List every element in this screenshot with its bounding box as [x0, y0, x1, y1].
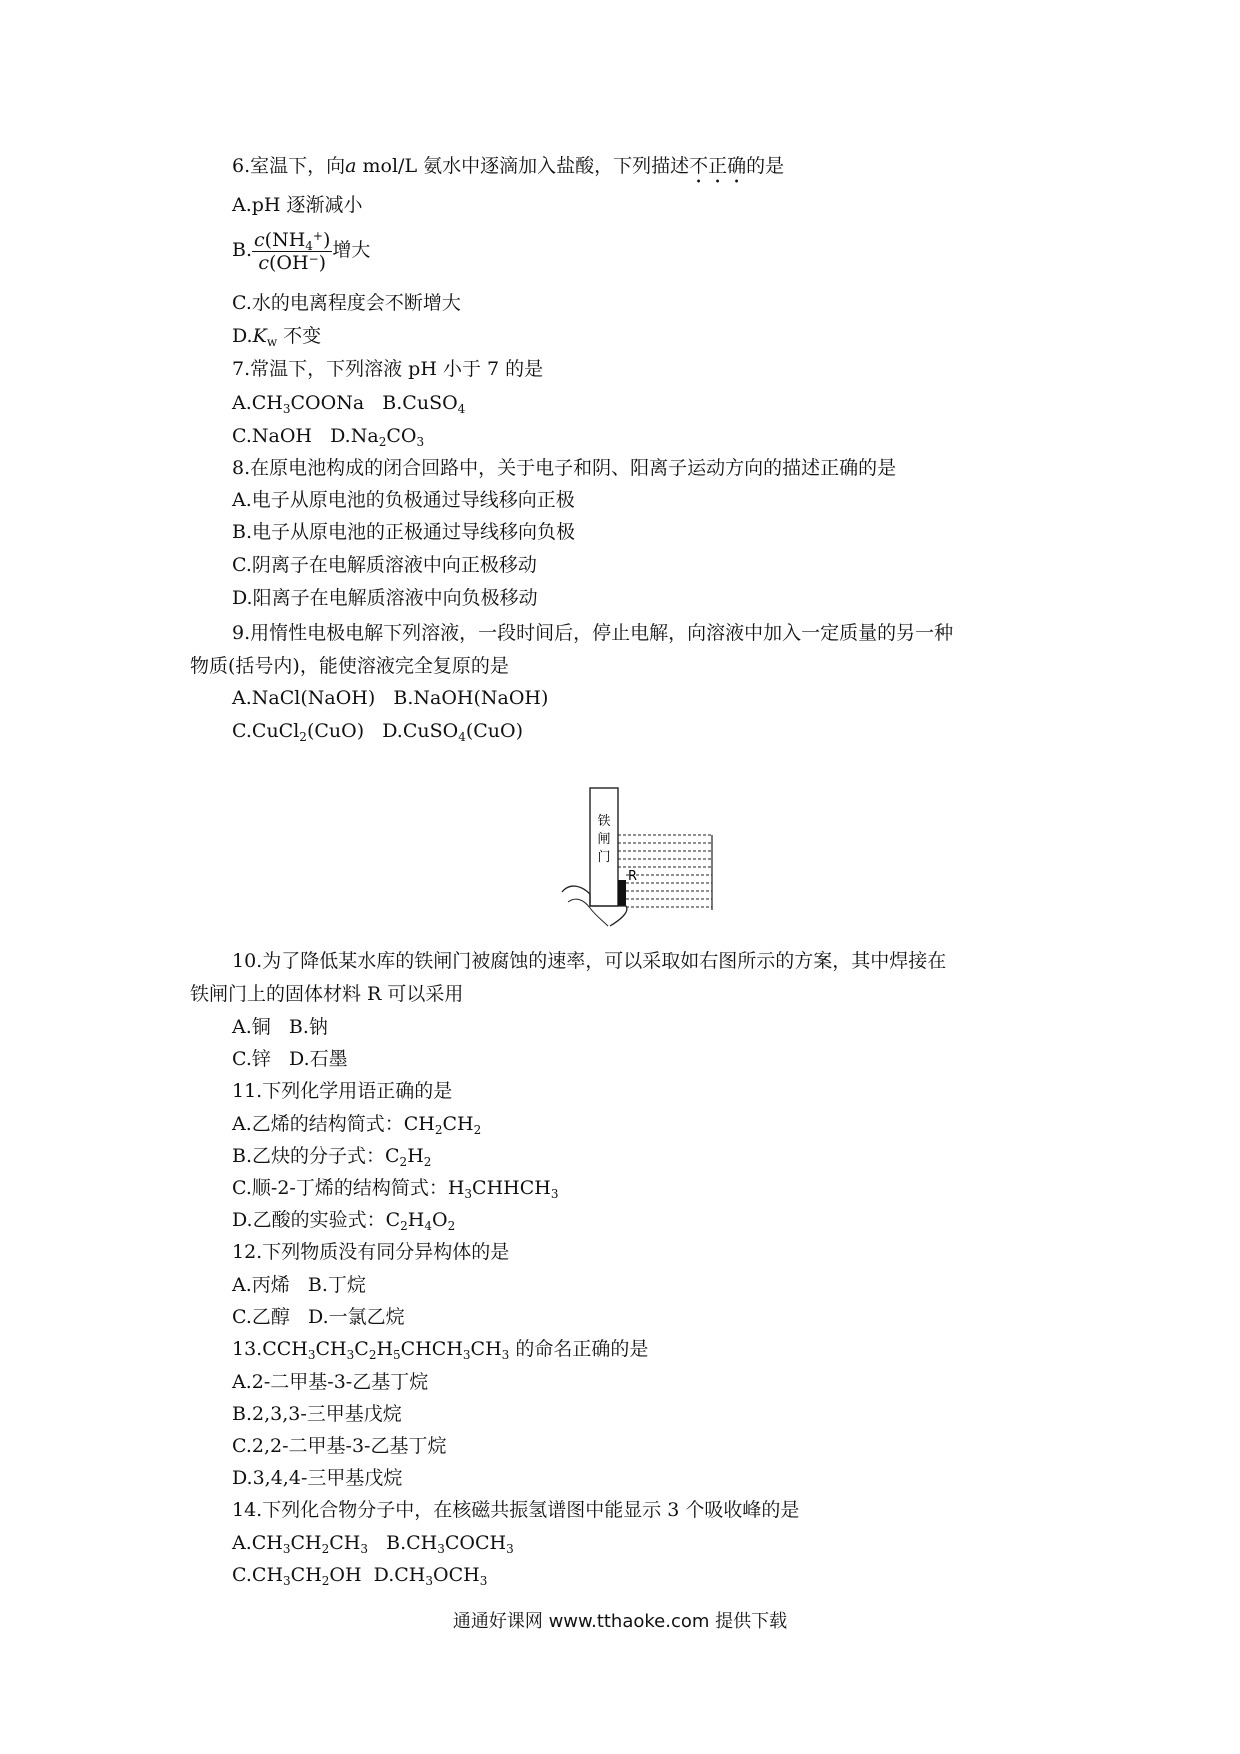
q11-option-a: [232, 1111, 481, 1137]
q10-option-d: D.石墨: [289, 1048, 348, 1070]
q13-p7: 的命名正确的是: [509, 1338, 649, 1360]
q9-c-sub: 2: [299, 730, 307, 744]
q6-b-fraction: [252, 229, 332, 274]
q12-options-cd: [232, 1304, 405, 1330]
q9-c-pre: C.CuCl: [232, 720, 300, 742]
q14-d-s2: 3: [479, 1574, 488, 1588]
q12-option-a: A.丙烯: [232, 1274, 290, 1296]
q6-option-b: [232, 228, 370, 274]
q14-b-p2: COCH: [444, 1532, 507, 1554]
q9-stem-line2: 物质(括号内)，能使溶液完全复原的是: [190, 655, 509, 677]
q14-c-s1: 3: [283, 1574, 291, 1588]
q7-d-pre: D.Na: [330, 425, 379, 447]
q13-stem: [232, 1336, 648, 1362]
q6-b-prefix: B.: [232, 239, 253, 261]
q9-d-sub: 4: [458, 730, 466, 744]
q6-b-num-ion: (NH: [264, 228, 306, 251]
q6-d-sub: w: [266, 335, 278, 349]
iron-gate-diagram: [560, 780, 720, 930]
q6-b-num-sup: +: [312, 228, 323, 243]
q9-stem-line1: 9.用惰性电极电解下列溶液，一段时间后，停止电解，向溶液中加入一定质量的另一种: [232, 622, 954, 644]
gate-label-2: 闸: [597, 832, 611, 847]
q9-c-post: (CuO): [306, 720, 365, 742]
q14-options-cd: [232, 1562, 487, 1588]
q6-b-num-c: c: [254, 228, 265, 251]
q6-b-num-close: ): [322, 228, 331, 251]
q14-c-p2: CH: [290, 1564, 322, 1586]
q13-s2: 3: [346, 1348, 355, 1362]
q6-b-num-sub: 4: [305, 238, 313, 253]
q11-a-mid: CH: [442, 1113, 474, 1135]
q6-stem-post: 的是: [746, 155, 785, 177]
q14-b-s2: 3: [506, 1542, 514, 1556]
page-footer: 通通好课网 www.tthaoke.com 提供下载: [452, 1611, 788, 1632]
q11-stem: 11.下列化学用语正确的是: [232, 1080, 453, 1102]
q9-d-pre: D.CuSO: [382, 720, 459, 742]
q14-options-ab: [232, 1530, 514, 1556]
q13-option-b: B.2,3,3-三甲基戊烷: [232, 1403, 402, 1425]
q13-p3: C: [354, 1338, 369, 1360]
q6-d-k: K: [252, 325, 267, 347]
q14-a-p1: A.CH: [232, 1532, 283, 1554]
q9-option-b: B.NaOH(NaOH): [393, 687, 549, 709]
q11-a-s2: 2: [473, 1123, 482, 1137]
q14-option-d: [374, 1564, 488, 1586]
q11-b-s1: 2: [399, 1155, 408, 1169]
q11-b-mid: H: [407, 1145, 424, 1167]
iron-gate-figure: [560, 780, 720, 934]
q11-b-pre: B.乙炔的分子式：C: [232, 1145, 400, 1167]
q7-d-mid: CO: [386, 425, 417, 447]
q6-d-prefix: D.: [232, 325, 253, 347]
q14-c-p3: OH: [329, 1564, 362, 1586]
q14-a-s2: 2: [321, 1542, 330, 1556]
q6-stem-emphasis: 不正确: [689, 155, 747, 177]
q10-option-b: B.钠: [288, 1016, 328, 1038]
block-r: [618, 880, 626, 906]
q9-d-post: (CuO): [465, 720, 524, 742]
q14-option-b: [386, 1532, 514, 1554]
q8-option-a: A.电子从原电池的负极通过导线移向正极: [232, 489, 575, 511]
q6-b-den-sup: −: [308, 251, 319, 266]
q14-d-s1: 3: [425, 1574, 433, 1588]
q14-stem: 14.下列化合物分子中，在核磁共振氢谱图中能显示 3 个吸收峰的是: [232, 1499, 800, 1521]
q10-options-cd: [232, 1046, 348, 1072]
q13-option-c: C.2,2-二甲基-3-乙基丁烷: [232, 1435, 447, 1457]
q7-option-c: C.NaOH: [232, 425, 312, 447]
q13-p4: H: [376, 1338, 394, 1360]
q14-option-c: [232, 1564, 362, 1586]
q14-b-s1: 3: [437, 1542, 445, 1556]
q14-option-a: [232, 1532, 368, 1554]
q12-option-b: B.丁烷: [307, 1274, 366, 1296]
q9-options-ab: [232, 685, 548, 711]
q13-p5: CHCH: [400, 1338, 463, 1360]
q6-b-suffix: 增大: [332, 239, 371, 261]
q6-stem-pre: 6.室温下，向: [232, 155, 346, 177]
q7-a-sub: 3: [282, 402, 291, 416]
q13-s4: 5: [393, 1348, 401, 1362]
q10-stem-line1: 10.为了降低某水库的铁闸门被腐蚀的速率，可以采取如右图所示的方案，其中焊接在: [232, 950, 947, 972]
q7-stem: 7.常温下，下列溶液 pH 小于 7 的是: [232, 358, 544, 380]
q13-p6: CH: [470, 1338, 502, 1360]
q7-b-sub: 4: [457, 402, 466, 416]
q6-option-d: [232, 323, 321, 349]
q12-option-d: D.一氯乙烷: [308, 1306, 405, 1328]
q8-option-b: B.电子从原电池的正极通过导线移向负极: [232, 521, 576, 543]
q9-option-a: A.NaCl(NaOH): [232, 687, 376, 709]
r-label: R: [628, 869, 638, 884]
q8-stem: 8.在原电池构成的闭合回路中，关于电子和阴、阳离子运动方向的描述正确的是: [232, 457, 897, 479]
q11-c-pre: C.顺-2-丁烯的结构简式：H: [232, 1177, 465, 1199]
q13-option-d: D.3,4,4-三甲基戊烷: [232, 1467, 403, 1489]
q11-d-m1: H: [407, 1209, 425, 1231]
q11-a-pre: A.乙烯的结构简式：CH: [232, 1113, 435, 1135]
q6-stem: [232, 153, 784, 188]
q7-options-cd: [232, 423, 424, 449]
q14-a-p2: CH: [290, 1532, 322, 1554]
q14-a-s1: 3: [282, 1542, 291, 1556]
q9-options-cd: [232, 718, 523, 744]
q6-d-suffix: 不变: [277, 325, 322, 347]
q6-option-c: C.水的电离程度会不断增大: [232, 292, 461, 314]
q12-options-ab: [232, 1272, 366, 1298]
q7-a-pre: A.CH: [232, 392, 283, 414]
q7-d-sub1: 2: [378, 435, 387, 449]
q14-d-p1: D.CH: [373, 1564, 426, 1586]
q11-d-pre: D.乙酸的实验式：C: [232, 1209, 401, 1231]
q7-d-sub2: 3: [416, 435, 425, 449]
q11-option-d: [232, 1207, 455, 1233]
q13-s1: 3: [307, 1348, 316, 1362]
q14-c-p1: C.CH: [232, 1564, 284, 1586]
q13-s5: 3: [462, 1348, 471, 1362]
q7-option-d: [330, 425, 424, 447]
q6-stem-mid: mol/L 氨水中逐滴加入盐酸，下列描述: [356, 155, 690, 177]
q7-options-ab: [232, 390, 465, 416]
q11-c-s1: 3: [464, 1187, 473, 1201]
q7-b-pre: B.CuSO: [382, 392, 458, 414]
q11-d-m2: O: [432, 1209, 448, 1231]
q14-d-p2: OCH: [433, 1564, 480, 1586]
q11-a-s1: 2: [434, 1123, 443, 1137]
iron-gate: [590, 788, 618, 906]
q11-c-mid: CHHCH: [472, 1177, 551, 1199]
q13-option-a: A.2-二甲基-3-乙基丁烷: [232, 1371, 429, 1393]
q8-option-d: D.阳离子在电解质溶液中向负极移动: [232, 587, 538, 609]
q10-stem-line2: 铁闸门上的固体材料 R 可以采用: [190, 983, 464, 1005]
gate-label-1: 铁: [597, 814, 611, 829]
q14-c-s2: 2: [321, 1574, 330, 1588]
q7-option-a: [232, 392, 364, 414]
q13-s3: 2: [368, 1348, 377, 1362]
q12-option-c: C.乙醇: [232, 1306, 290, 1328]
q14-b-p1: B.CH: [386, 1532, 438, 1554]
q8-option-c: C.阴离子在电解质溶液中向正极移动: [232, 554, 537, 576]
q6-b-den-ion: (OH: [269, 251, 309, 274]
q6-option-a: A.pH 逐渐减小: [232, 194, 363, 216]
q10-option-c: C.锌: [232, 1048, 271, 1070]
q6-b-denominator: [252, 252, 332, 274]
q6-stem-var: a: [345, 155, 357, 177]
q11-d-s1: 2: [400, 1219, 408, 1233]
q6-b-den-c: c: [258, 251, 270, 274]
gate-label-3: 门: [597, 850, 611, 865]
q11-c-s2: 3: [550, 1187, 559, 1201]
q11-option-b: [232, 1143, 431, 1169]
q9-option-c: [232, 720, 364, 742]
q14-a-p3: CH: [329, 1532, 361, 1554]
q7-a-rest: COONa: [290, 392, 365, 414]
q11-d-s2: 4: [424, 1219, 432, 1233]
q11-d-s3: 2: [447, 1219, 456, 1233]
q13-s6: 3: [501, 1348, 510, 1362]
q11-option-c: [232, 1175, 558, 1201]
q6-b-den-close: ): [318, 251, 327, 274]
q6-b-numerator: [252, 229, 332, 252]
q12-stem: 12.下列物质没有同分异构体的是: [232, 1241, 510, 1263]
q14-a-s3: 3: [360, 1542, 369, 1556]
q13-p1: 13.CCH: [232, 1338, 308, 1360]
q10-options-ab: [232, 1014, 328, 1040]
q10-option-a: A.铜: [232, 1016, 271, 1038]
q7-option-b: [382, 392, 465, 414]
q11-b-s2: 2: [423, 1155, 432, 1169]
q9-option-d: [382, 720, 523, 742]
q13-p2: CH: [315, 1338, 347, 1360]
